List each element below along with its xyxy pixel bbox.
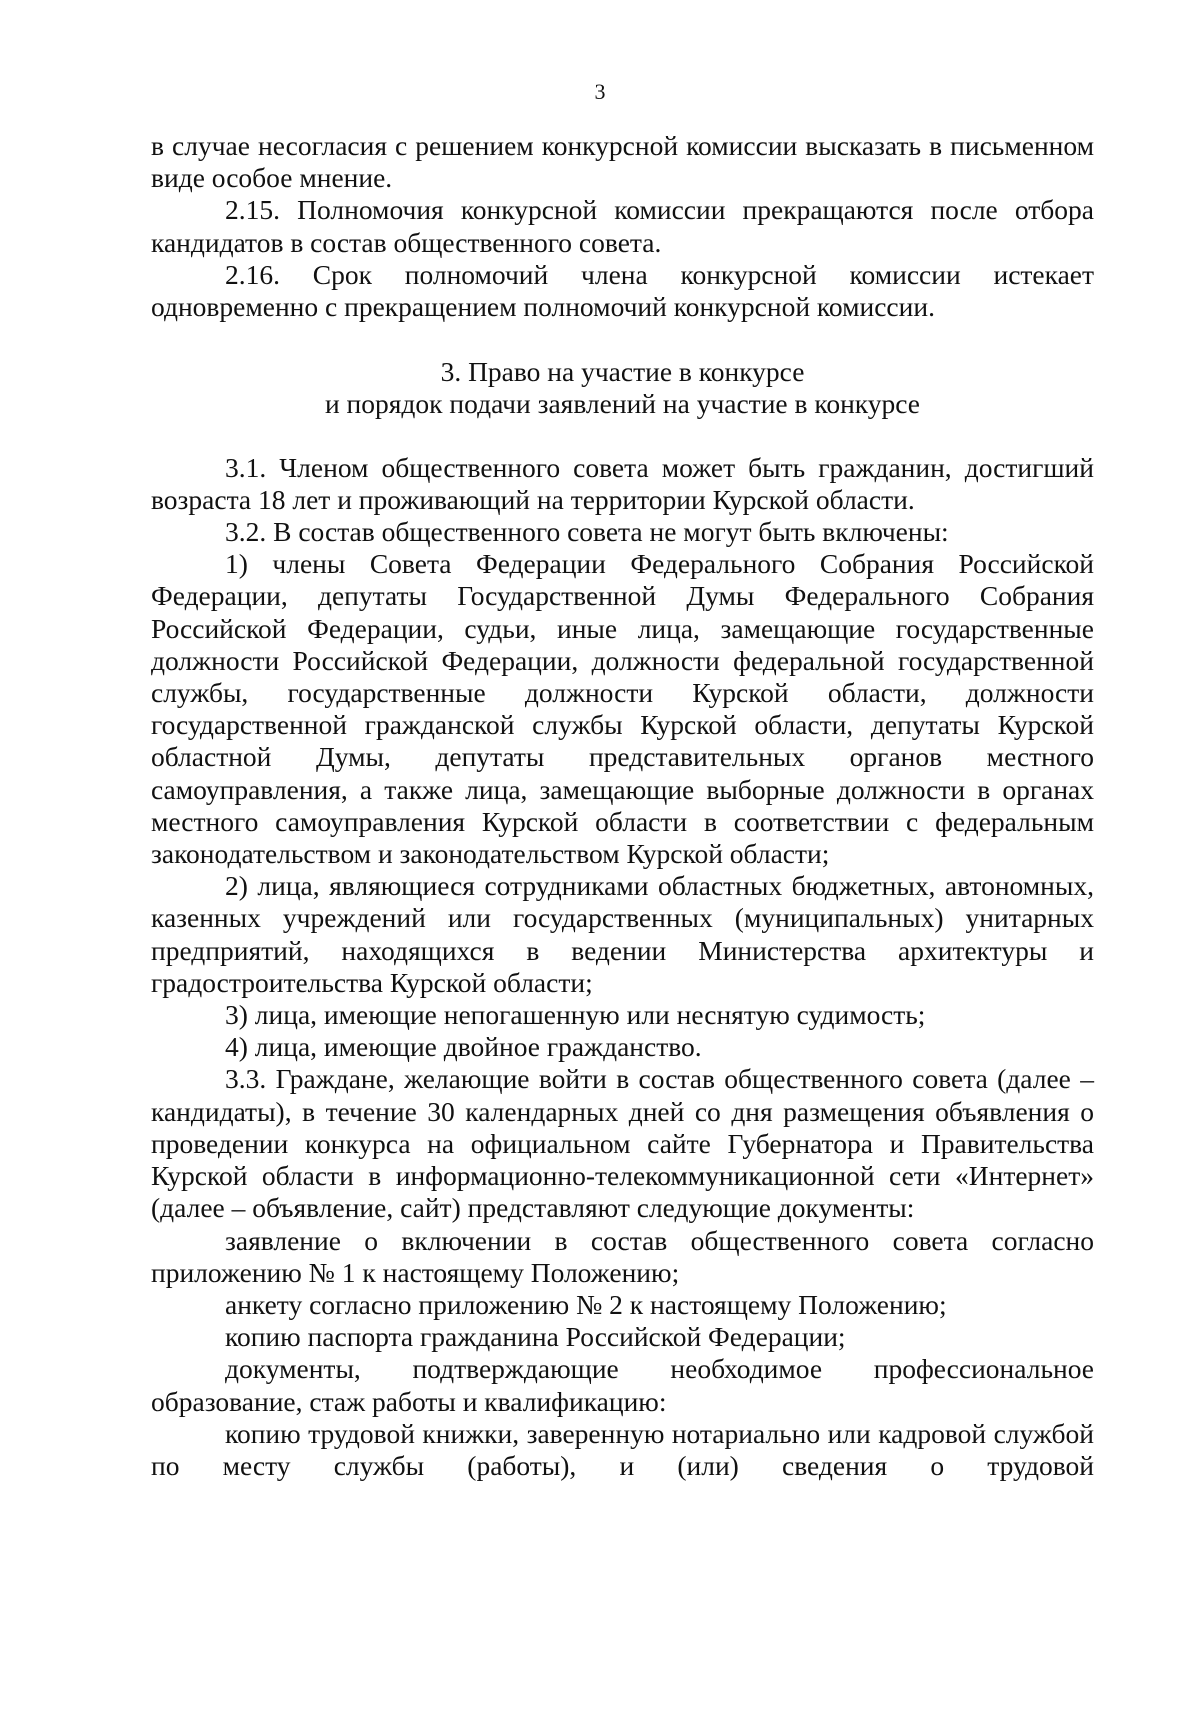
list-item: 4) лица, имеющие двойное гражданство. bbox=[225, 1031, 702, 1063]
list-item: документы, подтверждающие необходимое профессиональное образование, стаж работы и квалификацию: bbox=[151, 1353, 1094, 1417]
paragraph: 3.3. Граждане, желающие войти в состав общественного совета (далее – кандидаты), в течение 30 календарных дней со дня размещения объявления о проведении конкурса на официальном сайте Губернатора и Правительства Курской области в информационно-телекоммуникационной сети «Интернет» (далее – объявление, сайт) представляют следующие документы: bbox=[151, 1063, 1094, 1224]
paragraph: 3.2. В состав общественного совета не могут быть включены: bbox=[225, 516, 949, 548]
list-item: 3) лица, имеющие непогашенную или неснятую судимость; bbox=[225, 999, 926, 1031]
list-item: анкету согласно приложению № 2 к настоящему Положению; bbox=[225, 1288, 947, 1320]
list-item: копию паспорта гражданина Российской Федерации; bbox=[225, 1321, 846, 1353]
paragraph: 2.16. Срок полномочий члена конкурсной комиссии истекает одновременно с прекращением полномочий конкурсной комиссии. bbox=[151, 258, 1094, 323]
list-item: копию трудовой книжки, заверенную нотариально или кадровой службой по месту службы (работы), и (или) сведения о трудовой bbox=[151, 1417, 1094, 1481]
list-item: заявление о включении в состав общественного совета согласно приложению № 1 к настоящему Положению; bbox=[151, 1224, 1094, 1288]
paragraph: 2.15. Полномочия конкурсной комиссии прекращаются после отбора кандидатов в состав общественного совета. bbox=[151, 194, 1094, 258]
list-item: 1) члены Совета Федерации Федерального Собрания Российской Федерации, депутаты Государственной Думы Федерального Собрания Российской Федерации, судьи, иные лица, замещающие государственные должности Российской Федерации, должности федеральной государственной службы, государственные должности Курской области, должности государственной гражданской службы Курской области, депутаты Курской областной Думы, депутаты представительных органов местного самоуправления, а также лица, замещающие выборные должности в органах местного самоуправления Курской области в соответствии с федеральным законодательством и законодательством Курской области; bbox=[151, 548, 1094, 870]
paragraph: в случае несогласия с решением конкурсной комиссии высказать в письменном виде особое мнение. bbox=[151, 130, 1094, 194]
section-heading bbox=[151, 356, 1094, 420]
page-number: 3 bbox=[594, 79, 606, 104]
section-heading-line-1: 3. Право на участие в конкурсе bbox=[440, 356, 805, 388]
document-body bbox=[151, 130, 1094, 1482]
paragraph: 3.1. Членом общественного совета может быть гражданин, достигший возраста 18 лет и проживающий на территории Курской области. bbox=[151, 451, 1094, 515]
section-heading-line-2: и порядок подачи заявлений на участие в конкурсе bbox=[324, 388, 921, 420]
list-item: 2) лица, являющиеся сотрудниками областных бюджетных, автономных, казенных учреждений или государственных (муниципальных) унитарных предприятий, находящихся в ведении Министерства архитектуры и градостроительства Курской области; bbox=[151, 870, 1094, 998]
